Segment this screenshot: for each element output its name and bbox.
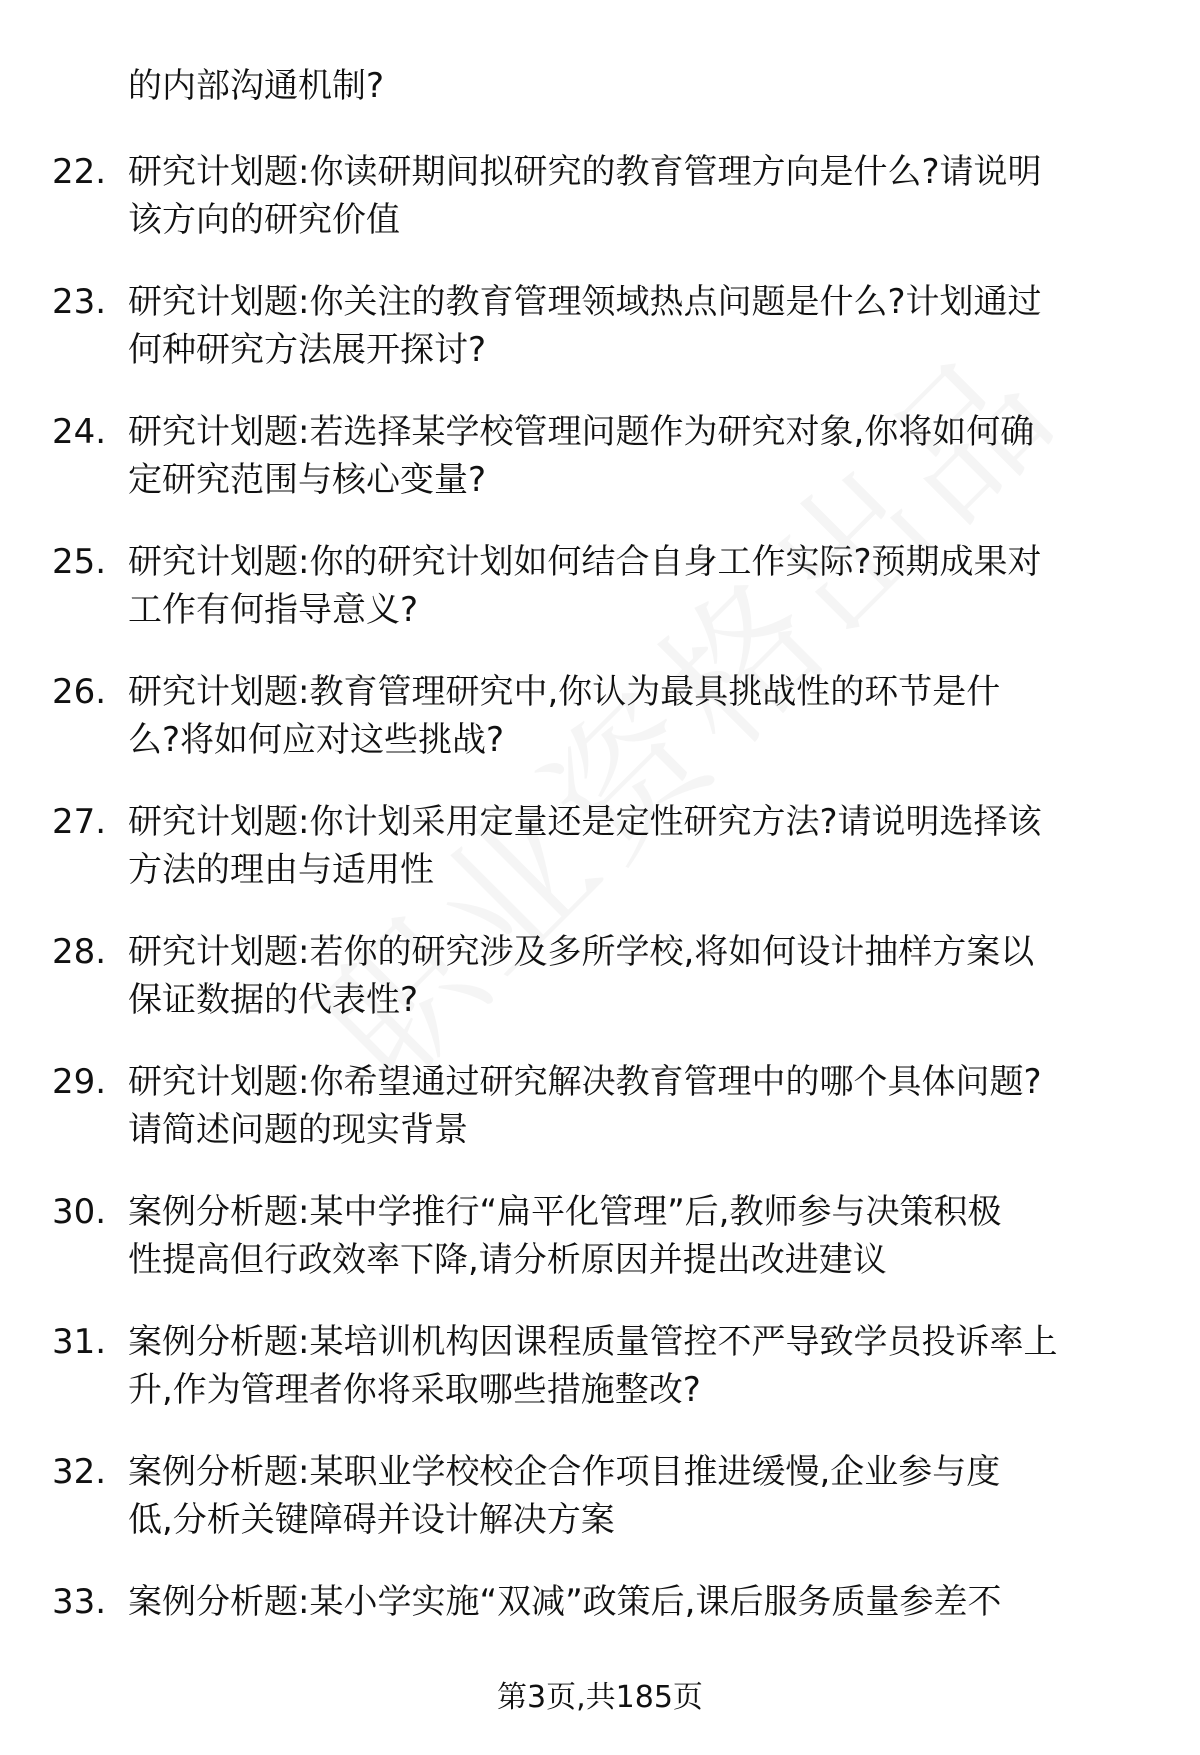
question-text-line: 研究计划题:你关注的教育管理领域热点问题是什么?计划通过: [128, 282, 1042, 322]
question-item: [52, 538, 1152, 636]
question-number: 24.: [52, 412, 107, 452]
question-number: 23.: [52, 282, 107, 322]
question-item: [52, 278, 1152, 376]
page-footer: 第3页,共185页: [497, 1680, 703, 1715]
question-text-line: 低,分析关键障碍并设计解决方案: [128, 1500, 615, 1540]
question-number: 26.: [52, 672, 107, 712]
question-text-line: 性提高但行政效率下降,请分析原因并提出改进建议: [128, 1240, 887, 1280]
question-text-line: 案例分析题:某职业学校校企合作项目推进缓慢,企业参与度: [128, 1452, 1001, 1492]
question-number: 32.: [52, 1452, 107, 1492]
continuation-line: 的内部沟通机制?: [128, 66, 385, 106]
question-text-line: 工作有何指导意义?: [128, 590, 419, 630]
question-text-line: 请简述问题的现实背景: [128, 1110, 468, 1150]
question-text-line: 研究计划题:你希望通过研究解决教育管理中的哪个具体问题?: [128, 1062, 1042, 1102]
question-text-line: 研究计划题:你读研期间拟研究的教育管理方向是什么?请说明: [128, 152, 1042, 192]
question-item: [52, 1058, 1152, 1156]
question-text-line: 研究计划题:你计划采用定量还是定性研究方法?请说明选择该: [128, 802, 1042, 842]
question-text-line: 案例分析题:某中学推行“扁平化管理”后,教师参与决策积极: [128, 1192, 1002, 1232]
question-text-line: 定研究范围与核心变量?: [128, 460, 487, 500]
question-text-line: 案例分析题:某培训机构因课程质量管控不严导致学员投诉率上: [128, 1322, 1058, 1362]
question-item: [52, 148, 1152, 246]
question-text-line: 保证数据的代表性?: [128, 980, 419, 1020]
question-item: [52, 408, 1152, 506]
question-text-line: 何种研究方法展开探讨?: [128, 330, 487, 370]
question-number: 22.: [52, 152, 107, 192]
question-text-line: 研究计划题:若你的研究涉及多所学校,将如何设计抽样方案以: [128, 932, 1035, 972]
question-number: 27.: [52, 802, 107, 842]
question-number: 25.: [52, 542, 107, 582]
question-list: [52, 148, 1152, 1708]
question-text-line: 么?将如何应对这些挑战?: [128, 720, 505, 760]
question-item: [52, 798, 1152, 896]
question-text-line: 研究计划题:教育管理研究中,你认为最具挑战性的环节是什: [128, 672, 1001, 712]
question-text-line: 升,作为管理者你将采取哪些措施整改?: [128, 1370, 701, 1410]
question-text-line: 研究计划题:你的研究计划如何结合自身工作实际?预期成果对: [128, 542, 1042, 582]
question-item: [52, 1578, 1152, 1676]
question-text-line: 该方向的研究价值: [128, 200, 400, 240]
question-number: 29.: [52, 1062, 107, 1102]
question-number: 30.: [52, 1192, 107, 1232]
question-item: [52, 1188, 1152, 1286]
question-number: 33.: [52, 1582, 107, 1622]
question-item: [52, 928, 1152, 1026]
question-item: [52, 1448, 1152, 1546]
question-number: 31.: [52, 1322, 107, 1362]
question-text-line: 案例分析题:某小学实施“双减”政策后,课后服务质量参差不: [128, 1582, 1002, 1622]
question-text-line: 研究计划题:若选择某学校管理问题作为研究对象,你将如何确: [128, 412, 1035, 452]
question-text-line: 方法的理由与适用性: [128, 850, 434, 890]
question-item: [52, 1318, 1152, 1416]
question-number: 28.: [52, 932, 107, 972]
question-item: [52, 668, 1152, 766]
